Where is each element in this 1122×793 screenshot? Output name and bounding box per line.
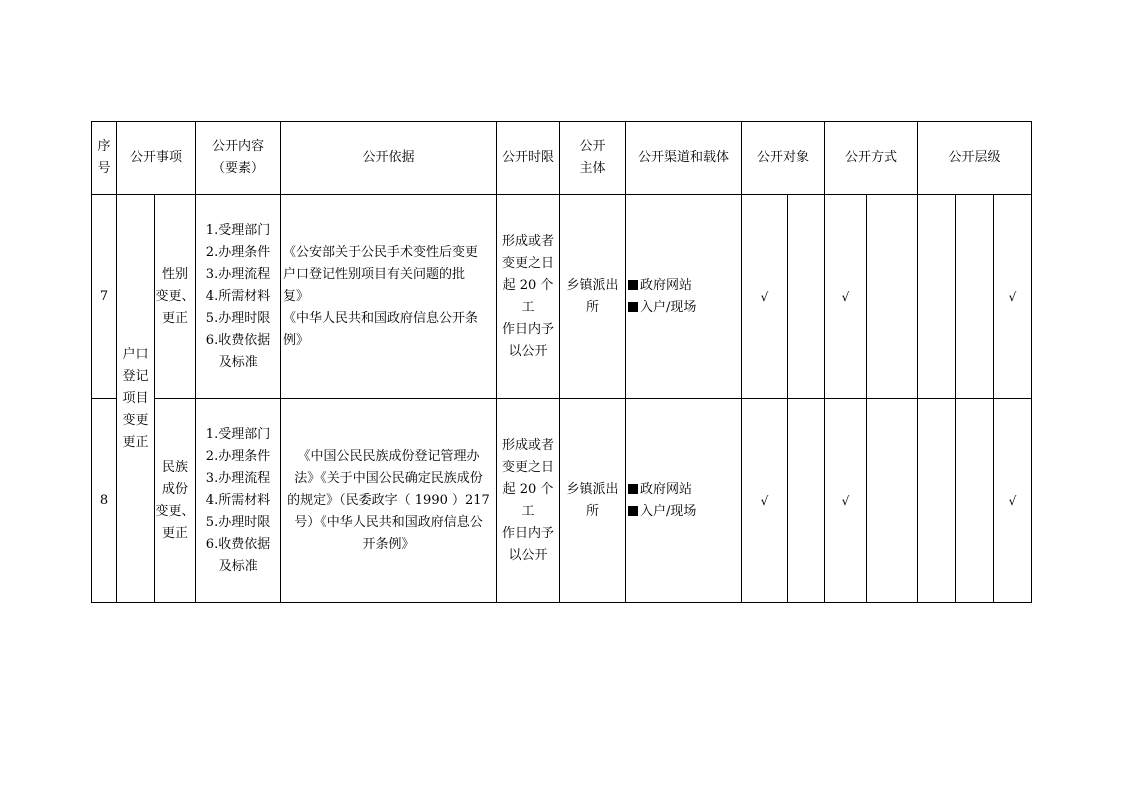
square-bullet-icon [628, 506, 638, 516]
level-empty-cell [918, 195, 956, 399]
header-row [92, 122, 1032, 195]
level-empty-cell [956, 195, 994, 399]
channel-cell: 政府网站 入户/现场 [626, 399, 742, 603]
audience-check-mark: √ [742, 399, 788, 603]
audience-empty-cell [788, 399, 825, 603]
time-cell: 形成或者 变更之日 起 20 个工 作日内予 以公开 [497, 399, 560, 603]
header-method: 公开方式 [825, 122, 918, 195]
table-row [92, 195, 1032, 399]
subject-cell: 乡镇派出 所 [560, 195, 626, 399]
level-check-mark: √ [994, 195, 1032, 399]
method-empty-cell [867, 399, 918, 603]
row-seq: 7 [92, 195, 117, 399]
disclosure-table [91, 121, 1032, 603]
header-item: 公开事项 [117, 122, 196, 195]
content-cell: 1.受理部门 2.办理条件 3.办理流程 4.所需材料 5.办理时限 6.收费依据 及标准 [196, 195, 281, 399]
table-row [92, 399, 1032, 603]
audience-empty-cell [788, 195, 825, 399]
level-empty-cell [956, 399, 994, 603]
row-seq: 8 [92, 399, 117, 603]
audience-check-mark: √ [742, 195, 788, 399]
time-cell: 形成或者 变更之日 起 20 个工 作日内予 以公开 [497, 195, 560, 399]
header-time: 公开时限 [497, 122, 560, 195]
method-check-mark: √ [825, 195, 867, 399]
header-subject: 公开 主体 [560, 122, 626, 195]
method-check-mark: √ [825, 399, 867, 603]
header-seq: 序 号 [92, 122, 117, 195]
header-basis: 公开依据 [281, 122, 497, 195]
square-bullet-icon [628, 280, 638, 290]
method-empty-cell [867, 195, 918, 399]
content-cell: 1.受理部门 2.办理条件 3.办理流程 4.所需材料 5.办理时限 6.收费依据 及标准 [196, 399, 281, 603]
header-audience: 公开对象 [742, 122, 825, 195]
subitem-cell: 性别 变更、 更正 [155, 195, 196, 399]
category-cell: 户口 登记 项目 变更 更正 [117, 195, 155, 603]
level-empty-cell [918, 399, 956, 603]
basis-cell: 《公安部关于公民手术变性后变更 户口登记性别项目有关问题的批 复》 《中华人民共和国政府信息公开条 例》 [281, 195, 497, 399]
channel-cell: 政府网站 入户/现场 [626, 195, 742, 399]
subject-cell: 乡镇派出 所 [560, 399, 626, 603]
basis-cell: 《中国公民民族成份登记管理办 法》《关于中国公民确定民族成份 的规定》（民委政字（ 1990 ）217 号）《中华人民共和国政府信息公 开条例》 [281, 399, 497, 603]
square-bullet-icon [628, 484, 638, 494]
square-bullet-icon [628, 302, 638, 312]
header-channel: 公开渠道和载体 [626, 122, 742, 195]
disclosure-table-container [91, 121, 1032, 603]
subitem-cell: 民族 成份 变更、 更正 [155, 399, 196, 603]
level-check-mark: √ [994, 399, 1032, 603]
header-content: 公开内容 （要素） [196, 122, 281, 195]
header-level: 公开层级 [918, 122, 1032, 195]
